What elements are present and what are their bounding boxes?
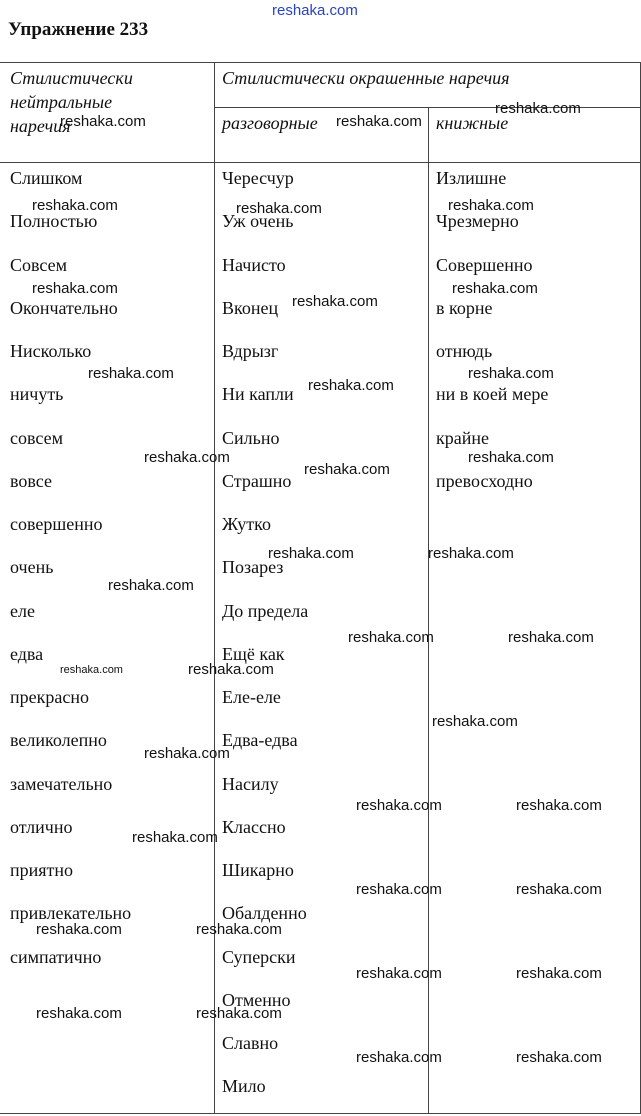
watermark: reshaka.com xyxy=(144,449,230,466)
watermark: reshaka.com xyxy=(452,280,538,297)
adverb-colloquial: Насилу xyxy=(222,773,279,794)
watermark: reshaka.com xyxy=(448,197,534,214)
adverb-neutral: прекрасно xyxy=(10,687,89,707)
watermark: reshaka.com xyxy=(356,965,442,982)
header-colored: Стилистически окрашенные наречия xyxy=(222,68,510,88)
adverb-colloquial: Вдрызг xyxy=(222,341,279,361)
watermark: reshaka.com xyxy=(236,200,322,217)
adverb-neutral: еле xyxy=(10,600,35,621)
adverb-bookish: Совершенно xyxy=(436,254,533,275)
watermark: reshaka.com xyxy=(60,664,123,676)
watermark: reshaka.com xyxy=(196,921,282,938)
watermark: reshaka.com xyxy=(188,661,274,678)
adverb-bookish: превосходно xyxy=(436,470,533,491)
adverb-colloquial: Мило xyxy=(222,1076,266,1097)
adverb-colloquial: До предела xyxy=(222,600,309,621)
watermark: reshaka.com xyxy=(356,881,442,898)
watermark: reshaka.com xyxy=(268,545,354,562)
adverb-colloquial: Страшно xyxy=(222,470,292,491)
watermark: reshaka.com xyxy=(292,293,378,310)
adverb-neutral: совершенно xyxy=(10,514,103,534)
watermark: reshaka.com xyxy=(516,797,602,814)
watermark: reshaka.com xyxy=(88,365,174,382)
adverb-colloquial: Жутко xyxy=(222,514,271,534)
adverb-neutral: замечательно xyxy=(10,773,113,794)
watermark: reshaka.com xyxy=(348,629,434,646)
watermark: reshaka.com xyxy=(308,377,394,394)
adverb-neutral: великолепно xyxy=(10,730,107,751)
watermark: reshaka.com xyxy=(508,629,594,646)
adverb-bookish: в корне xyxy=(436,297,493,318)
watermark: reshaka.com xyxy=(32,197,118,214)
adverb-colloquial: Классно xyxy=(222,816,286,837)
watermark: reshaka.com xyxy=(32,280,118,297)
table-divider xyxy=(214,62,215,1114)
adverb-colloquial: Позарез xyxy=(222,557,284,578)
watermark: reshaka.com xyxy=(432,713,518,730)
adverb-neutral: едва xyxy=(10,643,44,664)
adverb-neutral: Окончательно xyxy=(10,297,118,318)
adverb-colloquial: Шикарно xyxy=(222,860,294,880)
adverb-colloquial: Едва-едва xyxy=(222,730,298,751)
adverb-bookish: Чрезмерно xyxy=(436,211,519,232)
adverb-neutral: Слишком xyxy=(10,168,83,188)
adverb-colloquial: Ни капли xyxy=(222,384,294,405)
header-bookish: книжные xyxy=(436,113,509,133)
adverb-neutral: совсем xyxy=(10,427,63,448)
header-colloquial: разговорные xyxy=(222,113,318,133)
watermark: reshaka.com xyxy=(144,745,230,762)
adverb-colloquial: Вконец xyxy=(222,297,279,318)
adverb-neutral: Нисколько xyxy=(10,341,92,361)
adverb-colloquial: Начисто xyxy=(222,254,286,275)
site-watermark-top: reshaka.com xyxy=(272,2,358,19)
adverb-colloquial: Отменно xyxy=(222,989,291,1010)
adverb-neutral: Полностью xyxy=(10,211,98,232)
watermark: reshaka.com xyxy=(516,1049,602,1066)
adverb-colloquial: Еле-еле xyxy=(222,687,281,707)
adverb-neutral: вовсе xyxy=(10,470,52,491)
adverb-bookish: отнюдь xyxy=(436,341,493,361)
adverb-neutral: симпатично xyxy=(10,946,102,967)
watermark: reshaka.com xyxy=(468,449,554,466)
adverb-neutral: очень xyxy=(10,557,54,578)
table-divider xyxy=(0,162,641,163)
adverb-colloquial: Обалденно xyxy=(222,903,307,924)
watermark: reshaka.com xyxy=(356,1049,442,1066)
adverb-neutral: приятно xyxy=(10,860,74,880)
adverb-neutral: отлично xyxy=(10,816,73,837)
watermark: reshaka.com xyxy=(132,829,218,846)
watermark: reshaka.com xyxy=(468,365,554,382)
adverb-bookish: ни в коей мере xyxy=(436,384,549,405)
adverb-neutral: Совсем xyxy=(10,254,67,275)
adverb-colloquial: Ещё как xyxy=(222,643,285,664)
watermark: reshaka.com xyxy=(108,577,194,594)
adverb-colloquial: Чересчур xyxy=(222,168,294,188)
header-neutral: Стилистически нейтральные наречия xyxy=(10,68,133,136)
watermark: reshaka.com xyxy=(428,545,514,562)
watermark: reshaka.com xyxy=(356,797,442,814)
watermark: reshaka.com xyxy=(60,113,146,130)
adverb-bookish: крайне xyxy=(436,427,489,448)
watermark: reshaka.com xyxy=(36,1005,122,1022)
adverb-colloquial: Славно xyxy=(222,1033,279,1053)
watermark: reshaka.com xyxy=(495,100,581,117)
adverb-neutral: привлекательно xyxy=(10,903,132,924)
watermark: reshaka.com xyxy=(304,461,390,478)
watermark: reshaka.com xyxy=(36,921,122,938)
page-title: Упражнение 233 xyxy=(8,19,149,40)
adverb-bookish: Излишне xyxy=(436,168,507,188)
table-divider xyxy=(428,107,429,1114)
adverb-neutral: ничуть xyxy=(10,384,64,405)
adverb-colloquial: Суперски xyxy=(222,946,296,967)
adverb-colloquial: Сильно xyxy=(222,427,280,448)
watermark: reshaka.com xyxy=(516,881,602,898)
watermark: reshaka.com xyxy=(196,1005,282,1022)
adverb-colloquial: Уж очень xyxy=(222,211,294,232)
watermark: reshaka.com xyxy=(516,965,602,982)
watermark: reshaka.com xyxy=(336,113,422,130)
